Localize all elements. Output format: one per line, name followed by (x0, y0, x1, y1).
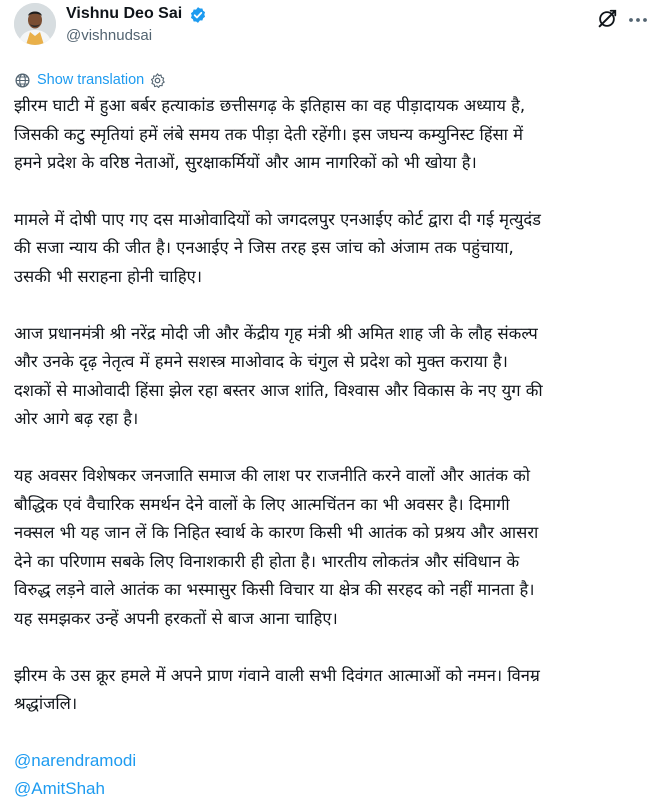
text-line: और उनके दृढ़ नेतृत्व में हमने सशस्त्र माओवाद के चंगुल से प्रदेश को मुक्त कराया है। (14, 352, 508, 372)
text-line: मामले में दोषी पाए गए दस माओवादियों को जगदलपुर एनआईए कोर्ट द्वारा दी गई मृत्युदंड (14, 209, 541, 229)
text-line: दशकों से माओवादी हिंसा झेल रहा बस्तर आज शांति, विश्वास और विकास के नए युग की (14, 380, 543, 400)
text-line: झीरम के उस क्रूर हमले में अपने प्राण गंवाने वाली सभी दिवंगत आत्माओं को नमन। विनम्र (14, 665, 540, 685)
author-handle[interactable]: @vishnudsai (66, 27, 153, 44)
text-line: झीरम घाटी में हुआ बर्बर हत्याकांड छत्तीसगढ़ के इतिहास का वह पीड़ादायक अध्याय है, (14, 96, 526, 115)
show-translation-label: Show translation (37, 72, 145, 88)
author-display-name[interactable]: Vishnu Deo Sai (66, 5, 183, 22)
text-line: उसकी भी सराहना होनी चाहिए। (14, 266, 202, 286)
globe-icon (14, 72, 31, 89)
post-text (14, 92, 654, 804)
show-translation-button[interactable] (14, 70, 166, 90)
avatar-image (14, 3, 56, 45)
text-line: यह अवसर विशेषकर जनजाति समाज की लाश पर राजनीति करने वालों और आतंक को (14, 465, 531, 485)
more-options-icon[interactable] (626, 8, 650, 32)
paragraph-5 (14, 662, 654, 719)
post-header (0, 0, 664, 64)
mention-link[interactable]: @narendramodi (14, 750, 137, 770)
text-line: ओर आगे बढ़ रहा है। (14, 409, 139, 429)
avatar[interactable] (14, 3, 56, 45)
text-line: यह समझकर उन्हें अपनी हरकतों से बाज आना चाहिए। (14, 608, 338, 628)
text-line: बौद्धिक एवं वैचारिक समर्थन देने वालों के लिए आत्मचिंतन का भी अवसर है। दिमागी (14, 494, 510, 514)
paragraph-4 (14, 462, 654, 634)
paragraph-3 (14, 320, 654, 434)
gear-icon[interactable] (149, 72, 166, 89)
text-line: की सजा न्याय की जीत है। एनआईए ने जिस तरह इस जांच को अंजाम तक पहुंचाया, (14, 238, 514, 258)
paragraph-1 (14, 92, 654, 178)
text-line: आज प्रधानमंत्री श्री नरेंद्र मोदी जी और केंद्रीय गृह मंत्री श्री अमित शाह जी के लौह संकल्प (14, 323, 538, 343)
mentions (14, 747, 654, 804)
text-line: श्रद्धांजलि। (14, 694, 78, 714)
paragraph-2 (14, 206, 654, 292)
verified-badge-icon (189, 6, 207, 24)
grok-icon[interactable] (596, 8, 618, 30)
text-line: हमने प्रदेश के वरिष्ठ नेताओं, सुरक्षाकर्मियों और आम नागरिकों को भी खोया है। (14, 153, 477, 173)
mention-link[interactable]: @AmitShah (14, 779, 105, 799)
text-line: नक्सल भी यह जान लें कि निहित स्वार्थ के कारण किसी भी आतंक को प्रश्रय और आसरा (14, 523, 539, 543)
text-line: जिसकी कटु स्मृतियां हमें लंबे समय तक पीड़ा देती रहेंगी। इस जघन्य कम्युनिस्ट हिंसा में (14, 124, 524, 144)
text-line: विरुद्ध लड़ने वाले आतंक का भस्मासुर किसी विचार या क्षेत्र की सरहद को नहीं मानता है। (14, 580, 535, 600)
text-line: देने का परिणाम सबके लिए विनाशकारी ही होता है। भारतीय लोकतंत्र और संविधान के (14, 551, 520, 571)
